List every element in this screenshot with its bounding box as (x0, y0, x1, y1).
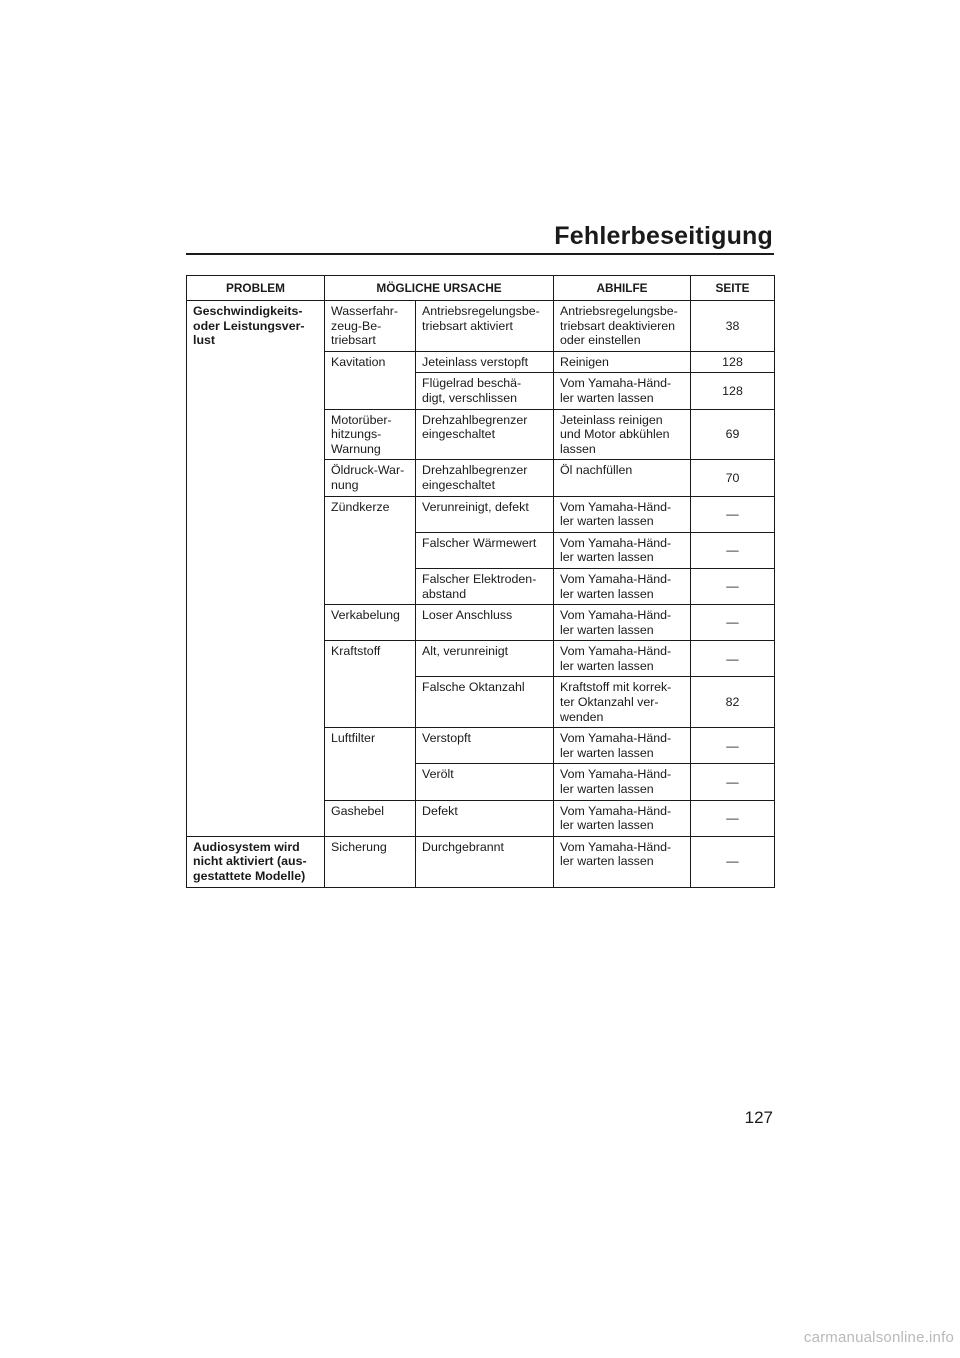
cause-cell: Drehzahlbegrenzer eingeschaltet (416, 460, 554, 496)
cause-cell: Verölt (416, 764, 554, 800)
cause-group-cell: Sicherung (325, 836, 416, 887)
remedy-cell: Vom Yamaha-Händ- ler warten lassen (554, 728, 691, 764)
cause-cell: Durchgebrannt (416, 836, 554, 887)
watermark: carmanualsonline.info (803, 1329, 954, 1346)
cause-group-cell: Gashebel (325, 800, 416, 836)
cause-group-cell: Zündkerze (325, 496, 416, 605)
cause-group-cell: Kavitation (325, 351, 416, 409)
cause-cell: Falsche Oktanzahl (416, 677, 554, 728)
page-ref-cell: 69 (691, 409, 775, 460)
cause-group-cell: Luftfilter (325, 728, 416, 800)
remedy-cell: Reinigen (554, 351, 691, 373)
table-row (187, 836, 775, 887)
remedy-cell: Vom Yamaha-Händ- ler warten lassen (554, 568, 691, 604)
page-ref-cell: — (691, 641, 775, 677)
troubleshooting-table (186, 275, 775, 888)
remedy-cell: Vom Yamaha-Händ- ler warten lassen (554, 836, 691, 887)
page-ref-cell: — (691, 605, 775, 641)
cause-cell: Drehzahlbegrenzer eingeschaltet (416, 409, 554, 460)
cause-group-cell: Verkabelung (325, 605, 416, 641)
cause-cell: Alt, verunreinigt (416, 641, 554, 677)
remedy-cell: Jeteinlass reinigen und Motor abkühlen lassen (554, 409, 691, 460)
page-ref-cell: — (691, 496, 775, 532)
cause-cell: Loser Anschluss (416, 605, 554, 641)
page-ref-cell: 128 (691, 351, 775, 373)
remedy-cell: Vom Yamaha-Händ- ler warten lassen (554, 641, 691, 677)
page-ref-cell: — (691, 532, 775, 568)
cause-cell: Antriebsregelungsbe- triebsart aktiviert (416, 301, 554, 352)
title-rule (186, 253, 774, 255)
cause-group-cell: Kraftstoff (325, 641, 416, 728)
remedy-cell: Vom Yamaha-Händ- ler warten lassen (554, 373, 691, 409)
page-ref-cell: — (691, 728, 775, 764)
table-row (187, 301, 775, 352)
header-page: SEITE (691, 276, 775, 301)
page-ref-cell: — (691, 764, 775, 800)
cause-cell: Verstopft (416, 728, 554, 764)
cause-group-cell: Wasserfahr- zeug-Be- triebsart (325, 301, 416, 352)
problem-cell: Geschwindigkeits- oder Leistungsver- lust (187, 301, 325, 837)
remedy-cell: Vom Yamaha-Händ- ler warten lassen (554, 764, 691, 800)
page-ref-cell: 70 (691, 460, 775, 496)
table-header-row (187, 276, 775, 301)
cause-cell: Falscher Wärmewert (416, 532, 554, 568)
cause-cell: Flügelrad beschä- digt, verschlissen (416, 373, 554, 409)
remedy-cell: Vom Yamaha-Händ- ler warten lassen (554, 496, 691, 532)
problem-cell: Audiosystem wird nicht aktiviert (aus- gestattete Modelle) (187, 836, 325, 887)
remedy-cell: Antriebsregelungsbe- triebsart deaktivieren oder einstellen (554, 301, 691, 352)
page-title: Fehlerbeseitigung (554, 222, 773, 250)
remedy-cell: Öl nachfüllen (554, 460, 691, 496)
remedy-cell: Vom Yamaha-Händ- ler warten lassen (554, 605, 691, 641)
remedy-cell: Vom Yamaha-Händ- ler warten lassen (554, 532, 691, 568)
header-problem: PROBLEM (187, 276, 325, 301)
header-cause: MÖGLICHE URSACHE (325, 276, 554, 301)
page-ref-cell: — (691, 800, 775, 836)
page-ref-cell: 128 (691, 373, 775, 409)
cause-group-cell: Öldruck-War- nung (325, 460, 416, 496)
page-number: 127 (744, 1108, 773, 1127)
header-remedy: ABHILFE (554, 276, 691, 301)
page-ref-cell: — (691, 836, 775, 887)
cause-cell: Verunreinigt, defekt (416, 496, 554, 532)
remedy-cell: Vom Yamaha-Händ- ler warten lassen (554, 800, 691, 836)
remedy-cell: Kraftstoff mit korrek- ter Oktanzahl ver- wenden (554, 677, 691, 728)
cause-cell: Falscher Elektroden- abstand (416, 568, 554, 604)
page-ref-cell: 38 (691, 301, 775, 352)
cause-cell: Defekt (416, 800, 554, 836)
cause-group-cell: Motorüber- hitzungs- Warnung (325, 409, 416, 460)
cause-cell: Jeteinlass verstopft (416, 351, 554, 373)
page-ref-cell: — (691, 568, 775, 604)
page-ref-cell: 82 (691, 677, 775, 728)
